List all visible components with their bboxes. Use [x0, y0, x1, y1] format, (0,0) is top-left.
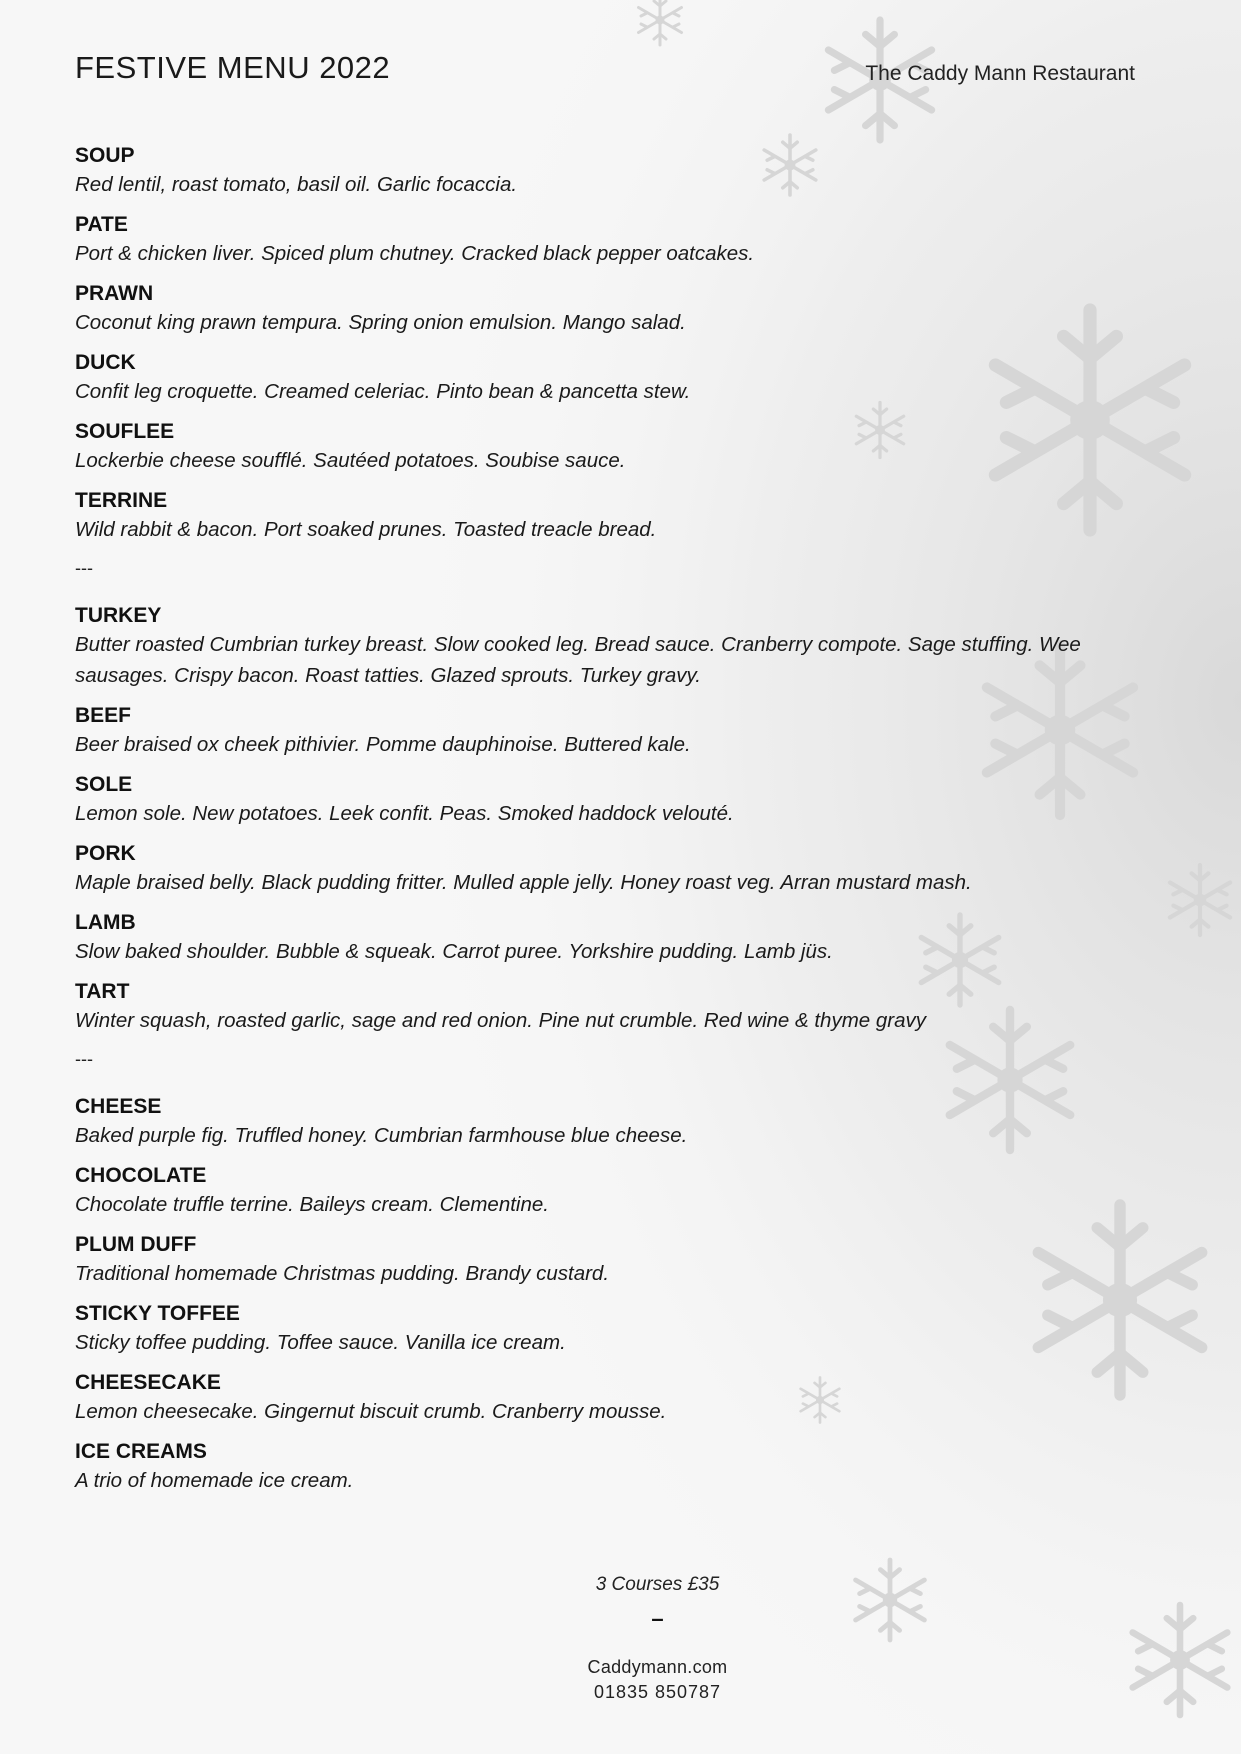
menu-item-description: A trio of homemade ice cream.	[75, 1469, 354, 1492]
restaurant-name: The Caddy Mann Restaurant	[865, 62, 1135, 85]
menu-item-description: Lemon sole. New potatoes. Leek confit. Peas. Smoked haddock velouté.	[75, 802, 734, 825]
menu-item-name: LAMB	[75, 911, 136, 934]
menu-item-lamb	[75, 910, 1155, 967]
menu-item-name: CHEESECAKE	[75, 1371, 221, 1394]
menu-item-name: STICKY TOFFEE	[75, 1302, 240, 1325]
menu-item-tart	[75, 979, 1155, 1036]
menu-item-name: PRAWN	[75, 282, 154, 305]
menu-item-description: Sticky toffee pudding. Toffee sauce. Vanilla ice cream.	[75, 1331, 566, 1354]
menu-item-name: PORK	[75, 842, 136, 865]
course-mains	[75, 603, 1155, 1070]
menu-item-description: Red lentil, roast tomato, basil oil. Garlic focaccia.	[75, 173, 518, 196]
menu-list	[75, 143, 1155, 1508]
footer-divider: –	[651, 1606, 664, 1631]
menu-item-description: Coconut king prawn tempura. Spring onion emulsion. Mango salad.	[75, 311, 686, 334]
menu-item-description: Traditional homemade Christmas pudding. Brandy custard.	[75, 1262, 610, 1285]
menu-item-sticky-toffee	[75, 1301, 1155, 1358]
course-separator: ---	[75, 558, 93, 578]
menu-item-name: ICE CREAMS	[75, 1440, 207, 1463]
course-separator: ---	[75, 1049, 93, 1069]
menu-item-souflee	[75, 419, 1155, 476]
menu-item-description: Port & chicken liver. Spiced plum chutney. Cracked black pepper oatcakes.	[75, 242, 755, 265]
menu-item-description: Butter roasted Cumbrian turkey breast. Slow cooked leg. Bread sauce. Cranberry compote. Sage stuffing. Wee sausages. Crispy bacon. Roast tatties. Glazed sprouts. Turkey gravy.	[75, 633, 1081, 687]
menu-item-description: Maple braised belly. Black pudding fritter. Mulled apple jelly. Honey roast veg. Arran mustard mash.	[75, 871, 972, 894]
menu-item-name: TART	[75, 980, 130, 1003]
menu-item-description: Lemon cheesecake. Gingernut biscuit crumb. Cranberry mousse.	[75, 1400, 667, 1423]
menu-item-name: TERRINE	[75, 489, 168, 512]
menu-item-sole	[75, 772, 1155, 829]
menu-item-pork	[75, 841, 1155, 898]
menu-item-description: Lockerbie cheese soufflé. Sautéed potatoes. Soubise sauce.	[75, 449, 626, 472]
menu-item-name: PLUM DUFF	[75, 1233, 197, 1256]
menu-item-description: Baked purple fig. Truffled honey. Cumbrian farmhouse blue cheese.	[75, 1124, 688, 1147]
course-desserts	[75, 1094, 1155, 1496]
menu-item-name: CHEESE	[75, 1095, 162, 1118]
menu-item-name: BEEF	[75, 704, 132, 727]
menu-item-description: Beer braised ox cheek pithivier. Pomme dauphinoise. Buttered kale.	[75, 733, 691, 756]
menu-item-prawn	[75, 281, 1155, 338]
website-text: Caddymann.com	[587, 1657, 728, 1677]
page-header	[75, 50, 1135, 94]
menu-item-name: CHOCOLATE	[75, 1164, 207, 1187]
menu-item-duck	[75, 350, 1155, 407]
menu-item-turkey	[75, 603, 1155, 691]
page-title: FESTIVE MENU 2022	[75, 50, 391, 85]
menu-item-ice-creams	[75, 1439, 1155, 1496]
menu-item-name: SOUP	[75, 144, 135, 167]
menu-item-soup	[75, 143, 1155, 200]
menu-item-name: TURKEY	[75, 604, 162, 627]
menu-item-beef	[75, 703, 1155, 760]
menu-item-terrine	[75, 488, 1155, 545]
menu-item-cheese	[75, 1094, 1155, 1151]
menu-item-name: PATE	[75, 213, 128, 236]
menu-item-chocolate	[75, 1163, 1155, 1220]
price-line: 3 Courses £35	[595, 1574, 720, 1595]
menu-item-description: Confit leg croquette. Creamed celeriac. Pinto bean & pancetta stew.	[75, 380, 691, 403]
phone-number: 01835 850787	[593, 1682, 722, 1702]
menu-item-description: Chocolate truffle terrine. Baileys cream. Clementine.	[75, 1193, 549, 1216]
menu-item-name: DUCK	[75, 351, 136, 374]
course-starters	[75, 143, 1155, 579]
menu-item-name: SOUFLEE	[75, 420, 175, 443]
menu-item-description: Winter squash, roasted garlic, sage and red onion. Pine nut crumble. Red wine & thyme gravy	[75, 1009, 927, 1032]
menu-item-description: Wild rabbit & bacon. Port soaked prunes. Toasted treacle bread.	[75, 518, 657, 541]
menu-item-plum-duff	[75, 1232, 1155, 1289]
menu-item-name: SOLE	[75, 773, 133, 796]
menu-item-cheesecake	[75, 1370, 1155, 1427]
menu-item-pate	[75, 212, 1155, 269]
menu-item-description: Slow baked shoulder. Bubble & squeak. Carrot puree. Yorkshire pudding. Lamb jüs.	[75, 940, 833, 963]
